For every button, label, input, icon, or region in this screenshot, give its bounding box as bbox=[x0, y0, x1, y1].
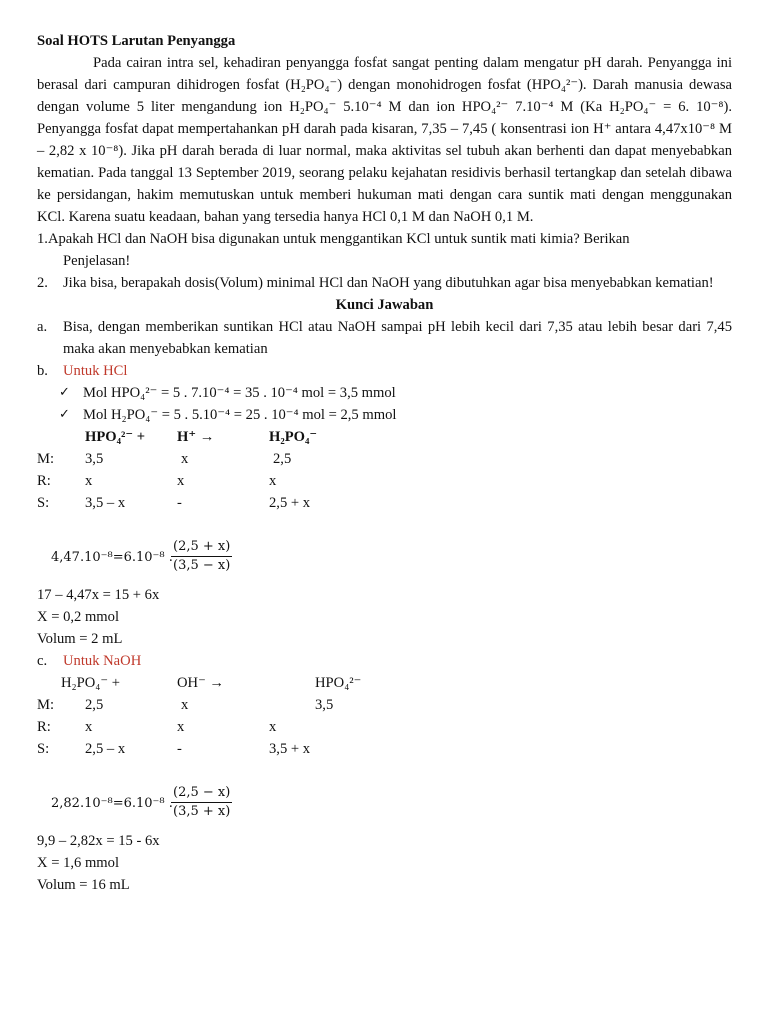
hcl-table-row-m bbox=[37, 448, 732, 470]
hcl-cell: 2,5 bbox=[273, 451, 292, 467]
check-item-2-text: Mol H₂PO₄⁻ = 5 . 5.10⁻⁴ = 25 . 10⁻⁴ mol = 2,5 mmol bbox=[83, 407, 397, 423]
naoh-cell: 2,5 bbox=[85, 697, 104, 713]
naoh-table-row-s bbox=[37, 738, 732, 760]
hcl-cell: x bbox=[269, 473, 277, 489]
naoh-row-label: M: bbox=[37, 697, 55, 713]
hcl-step-2: X = 0,2 mmol bbox=[37, 609, 120, 625]
check-item-2 bbox=[37, 404, 732, 426]
hcl-equation-lhs: 4,47.10⁻⁸=6.10⁻⁸ . bbox=[51, 550, 173, 565]
question-1-text: 1.Apakah HCl dan NaOH bisa digunakan untuk menggantikan KCl untuk suntik mati kimia? Berikan bbox=[37, 231, 630, 247]
answer-c-label: c. bbox=[37, 653, 48, 669]
check-item-1-text: Mol HPO₄²⁻ = 5 . 7.10⁻⁴ = 35 . 10⁻⁴ mol = 3,5 mmol bbox=[83, 385, 396, 401]
answer-a bbox=[37, 316, 732, 360]
hcl-header-col3: H₂PO₄⁻ bbox=[269, 429, 318, 445]
naoh-cell: - bbox=[177, 741, 182, 757]
naoh-fraction-numerator: (2,5 − x) bbox=[171, 784, 232, 803]
naoh-equation bbox=[37, 782, 732, 830]
naoh-cell: 2,5 – x bbox=[85, 741, 126, 757]
hcl-table-header bbox=[37, 426, 732, 448]
naoh-step-3: Volum = 16 mL bbox=[37, 877, 130, 893]
naoh-cell: x bbox=[181, 697, 189, 713]
naoh-row-label: S: bbox=[37, 741, 50, 757]
hcl-cell: x bbox=[177, 473, 185, 489]
spacer bbox=[37, 514, 732, 536]
naoh-table-header bbox=[37, 672, 732, 694]
answer-b-title: Untuk HCl bbox=[63, 363, 128, 379]
naoh-table-row-m bbox=[37, 694, 732, 716]
check-item-1 bbox=[37, 382, 732, 404]
document-title: Soal HOTS Larutan Penyangga bbox=[37, 33, 236, 49]
hcl-cell: 2,5 + x bbox=[269, 495, 311, 511]
naoh-header-col2: OH⁻ → bbox=[177, 675, 225, 691]
naoh-step-2: X = 1,6 mmol bbox=[37, 855, 120, 871]
hcl-header-col2: H⁺ → bbox=[177, 429, 215, 445]
intro-paragraph: Pada cairan intra sel, kehadiran penyangga fosfat sangat penting dalam mengatur pH darah. Penyangga ini berasal dari campuran dihidrogen fosfat (H₂PO₄⁻) dengan monohidrogen fosfat (HPO₄²⁻). Darah manusia dewasa dengan volume 5 liter mengandung ion H₂PO₄⁻ 5.10⁻⁴ M dan ion HPO₄²⁻ 7.10⁻⁴ M (Ka H₂PO₄⁻ = 6. 10⁻⁸). Penyangga fosfat dapat mempertahankan pH darah pada kisaran, 7,35 – 7,45 ( konsentrasi ion H⁺ antara 4,47x10⁻⁸ M – 2,82 x 10⁻⁸). Jika pH darah berada di luar normal, maka aktivitas sel tubuh akan berhenti dan dapat menyebabkan kematian. Pada tanggal 13 September 2019, seorang pelaku kejahatan residivis berhasil tertangkap dan setelah dibawa ke persidangan, hakim memutuskan untuk memberi hukuman mati dengan cara suntik mati dengan menggunakan KCl. Karena suatu keadaan, bahan yang tersedia hanya HCl 0,1 M dan NaOH 0,1 M. bbox=[37, 55, 732, 225]
naoh-step-1: 9,9 – 2,82x = 15 - 6x bbox=[37, 833, 160, 849]
hcl-step-3: Volum = 2 mL bbox=[37, 631, 123, 647]
naoh-cell: x bbox=[85, 719, 93, 735]
document-page bbox=[37, 30, 732, 896]
hcl-cell: 3,5 – x bbox=[85, 495, 126, 511]
hcl-table-row-s bbox=[37, 492, 732, 514]
answer-key-heading: Kunci Jawaban bbox=[335, 297, 434, 313]
hcl-cell: x bbox=[181, 451, 189, 467]
naoh-row-label: R: bbox=[37, 719, 51, 735]
hcl-row-label: R: bbox=[37, 473, 51, 489]
spacer bbox=[37, 760, 732, 782]
naoh-fraction-denominator: (3,5 + x) bbox=[173, 804, 231, 819]
answer-c-title: Untuk NaOH bbox=[63, 653, 142, 669]
hcl-table-row-r bbox=[37, 470, 732, 492]
checkmark-icon: ✓ bbox=[59, 385, 70, 400]
naoh-equation-fraction bbox=[171, 784, 232, 821]
question-2-text: Jika bisa, berapakah dosis(Volum) minimal HCl dan NaOH yang dibutuhkan agar bisa menyebabkan kematian! bbox=[63, 275, 714, 291]
hcl-fraction-numerator: (2,5 + x) bbox=[171, 538, 232, 557]
hcl-fraction-denominator: (3,5 − x) bbox=[173, 558, 231, 573]
hcl-cell: - bbox=[177, 495, 182, 511]
hcl-equation bbox=[37, 536, 732, 584]
naoh-table-row-r bbox=[37, 716, 732, 738]
answer-b-label: b. bbox=[37, 363, 48, 379]
question-1 bbox=[37, 228, 732, 272]
question-1-continuation: Penjelasan! bbox=[63, 253, 131, 269]
answer-a-text: Bisa, dengan memberikan suntikan HCl atau NaOH sampai pH lebih kecil dari 7,35 atau lebih besar dari 7,45 maka akan menyebabkan kematian bbox=[63, 319, 732, 357]
question-2-number: 2. bbox=[37, 275, 48, 291]
checkmark-icon: ✓ bbox=[59, 407, 70, 422]
naoh-cell: x bbox=[177, 719, 185, 735]
answer-c-heading bbox=[37, 650, 732, 672]
hcl-row-label: S: bbox=[37, 495, 50, 511]
hcl-row-label: M: bbox=[37, 451, 55, 467]
naoh-header-col1: H₂PO₄⁻ + bbox=[61, 675, 120, 691]
hcl-cell: 3,5 bbox=[85, 451, 104, 467]
answer-b-heading bbox=[37, 360, 732, 382]
naoh-equation-lhs: 2,82.10⁻⁸=6.10⁻⁸ . bbox=[51, 796, 173, 811]
hcl-header-col1: HPO₄²⁻ + bbox=[85, 429, 146, 445]
question-2 bbox=[37, 272, 732, 294]
naoh-header-col3: HPO₄²⁻ bbox=[315, 675, 362, 691]
answer-a-label: a. bbox=[37, 319, 48, 335]
hcl-equation-fraction bbox=[171, 538, 232, 575]
hcl-step-1: 17 – 4,47x = 15 + 6x bbox=[37, 587, 160, 603]
naoh-cell: x bbox=[269, 719, 277, 735]
naoh-cell: 3,5 + x bbox=[269, 741, 311, 757]
hcl-cell: x bbox=[85, 473, 93, 489]
naoh-cell: 3,5 bbox=[315, 697, 334, 713]
